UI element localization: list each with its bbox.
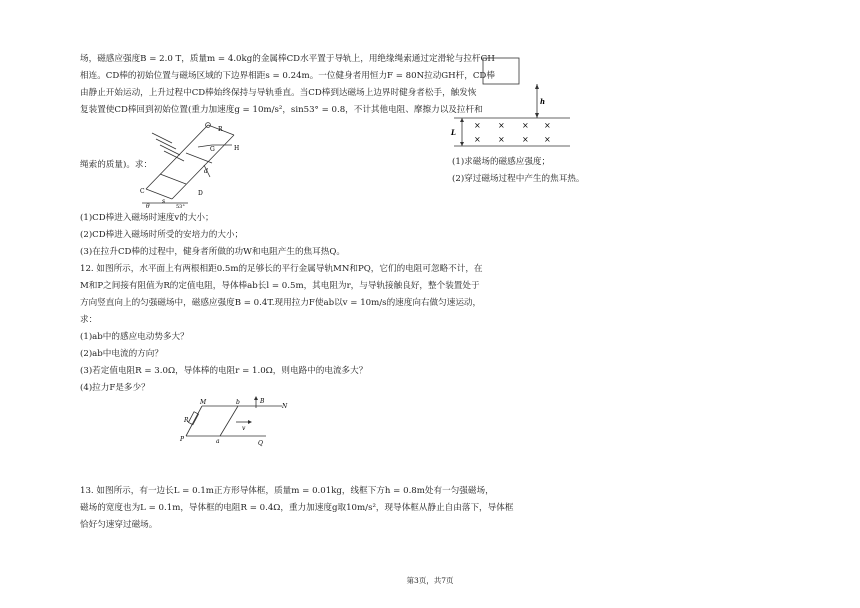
fig12-label-p: P	[180, 436, 185, 443]
p11-q2: (2)CD棒进入磁场时所受的安培力的大小；	[80, 230, 244, 240]
field-cross: ×	[474, 121, 481, 130]
p13-line1: 13. 如图所示，有一边长L = 0.1m正方形导体框，质量m = 0.01kg，线框下方h = 0.8m处有一匀强磁场，	[80, 486, 494, 496]
figure-inclined-rails	[138, 117, 246, 209]
fig11-label-c: C	[140, 188, 145, 195]
fig11-label-d: D	[198, 190, 203, 197]
fig13-label-l: L	[451, 128, 456, 137]
p11-line5: 绳索的质量)。求：	[80, 160, 153, 170]
p11-q3: (3)在拉升CD棒的过程中，健身者所做的功W和电阻产生的焦耳热Q。	[80, 247, 345, 257]
p12-q4: (4)拉力F是多少？	[80, 383, 150, 393]
p12-q1: (1)ab中的感应电动势多大？	[80, 332, 189, 342]
field-cross: ×	[474, 135, 481, 144]
p11-line2: 相连。CD棒的初始位置与磁场区域的下边界相距s = 0.24m。一位健身者用恒力F = 80N拉动GH杆，CD棒	[80, 71, 495, 81]
fig12-label-v: v	[242, 425, 246, 432]
fig11-label-angle: 53°	[176, 204, 185, 209]
figure-falling-frame	[448, 56, 570, 152]
figure-horizontal-rails	[178, 396, 288, 450]
field-cross: ×	[498, 135, 505, 144]
fig12-label-b: b	[236, 399, 240, 406]
fig11-label-r: R	[218, 126, 223, 133]
fig11-label-g: G	[210, 146, 215, 153]
fig11-label-s: s	[162, 198, 166, 205]
p11-q1: (1)CD棒进入磁场时速度v的大小；	[80, 213, 214, 223]
p12-q2: (2)ab中电流的方向？	[80, 349, 163, 359]
field-cross: ×	[544, 121, 551, 130]
field-cross: ×	[544, 135, 551, 144]
p12-line2: M和P之间接有阻值为R的定值电阻，导体棒ab长l = 0.5m，其电阻为r，与导轨接触良好，整个装置处于	[80, 281, 480, 291]
p11-line4: 复装置使CD棒回到初始位置(重力加速度g = 10m/s²，sin53° = 0.8，不计其他电阻、摩擦力以及拉杆和	[80, 105, 483, 115]
fig11-label-theta: θ	[146, 203, 150, 209]
fig11-label-d-width: d	[204, 168, 208, 175]
page-footer: 第3页，共7页	[406, 576, 454, 585]
p13-q2: (2)穿过磁场过程中产生的焦耳热。	[452, 174, 585, 184]
field-cross: ×	[498, 121, 505, 130]
fig12-label-m: M	[200, 399, 207, 406]
fig12-label-q: Q	[258, 440, 263, 447]
field-cross: ×	[522, 121, 529, 130]
fig13-label-h: h	[540, 97, 546, 106]
fig11-label-h: H	[234, 145, 240, 152]
p11-line3: 由静止开始运动，上升过程中CD棒始终保持与导轨垂直。当CD棒到达磁场上边界时健身者松手，触发恢	[80, 88, 477, 98]
fig12-label-n: N	[282, 403, 288, 410]
fig12-label-b-field: B	[260, 398, 265, 405]
p12-q3: (3)若定值电阻R = 3.0Ω，导体棒的电阻r = 1.0Ω，则电路中的电流多大？	[80, 366, 368, 376]
p12-line4: 求：	[80, 315, 98, 325]
p13-line2: 磁场的宽度也为L = 0.1m，导体框的电阻R = 0.4Ω，重力加速度g取10m/s²，现导体框从静止自由落下，导体框	[80, 503, 514, 513]
p13-line3: 恰好匀速穿过磁场。	[80, 520, 158, 530]
p11-line1: 场，磁感应强度B = 2.0 T，质量m = 4.0kg的金属棒CD水平置于导轨上，用绝缘绳索通过定滑轮与拉杆GH	[80, 54, 495, 64]
fig12-label-a: a	[216, 438, 220, 445]
fig12-label-r: R	[184, 417, 189, 424]
field-cross: ×	[522, 135, 529, 144]
p13-q1: (1)求磁场的磁感应强度；	[452, 157, 551, 167]
p12-line1: 12. 如图所示，水平面上有两根相距0.5m的足够长的平行金属导轨MN和PQ，它们的电阻可忽略不计，在	[80, 264, 483, 274]
p12-line3: 方向竖直向上的匀强磁场中，磁感应强度B = 0.4T.现用拉力F使ab以v = 10m/s的速度向右做匀速运动，	[80, 298, 482, 308]
